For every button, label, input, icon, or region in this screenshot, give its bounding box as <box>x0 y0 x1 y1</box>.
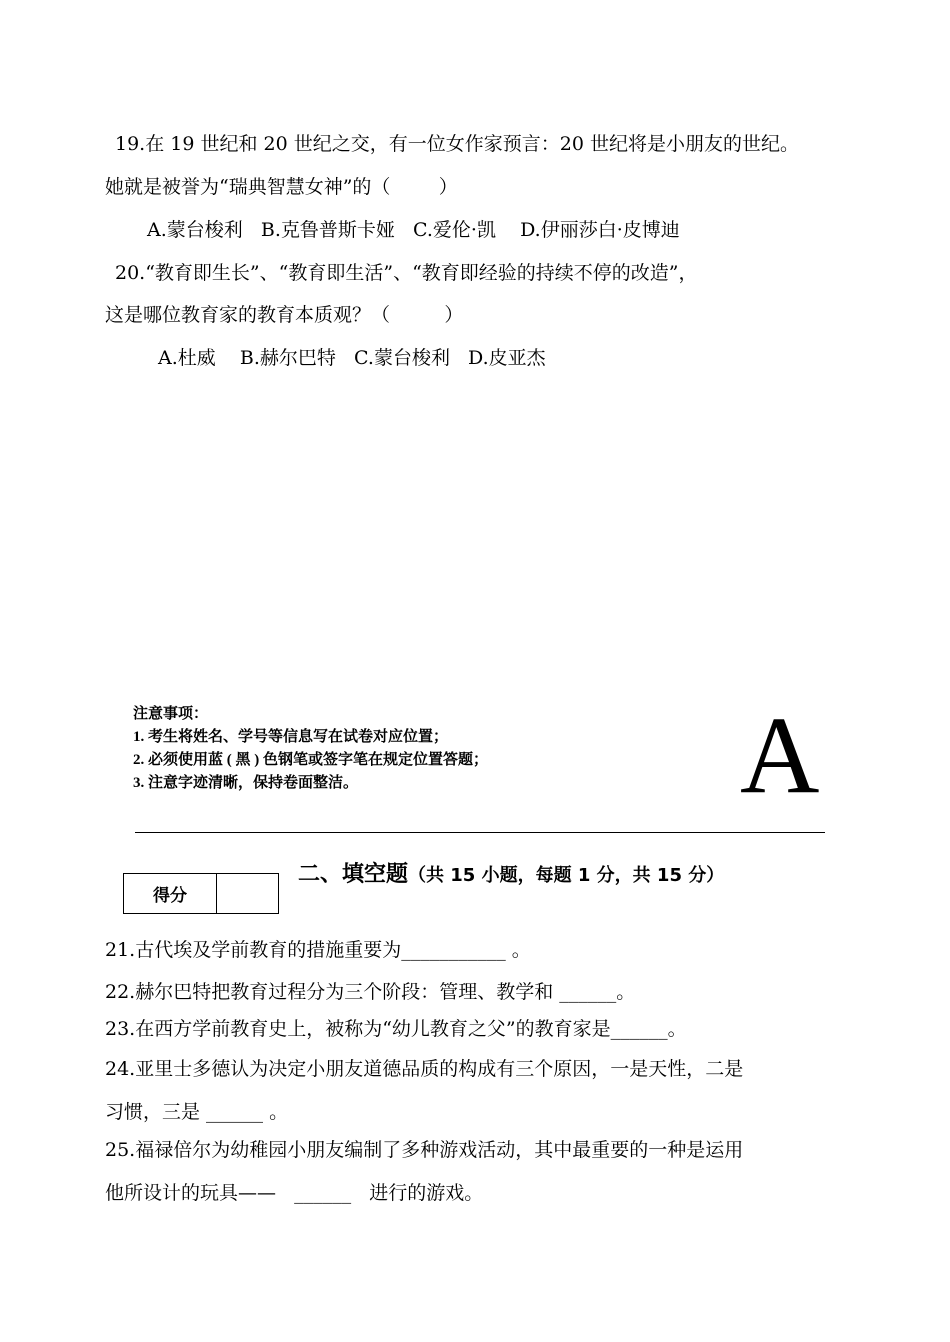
notice-item-2: 2. 必须使用蓝 ( 黑 ) 色钢笔或签字笔在规定位置答题； <box>133 752 488 768</box>
section-title: 二、填空题 <box>298 862 409 887</box>
divider-line <box>135 832 825 833</box>
notice-title: 注意事项： <box>133 706 209 722</box>
question-19-options: A.蒙台梭利 B.克鲁普斯卡娅 C.爱伦·凯 D.伊丽莎白·皮博迪 <box>147 219 680 241</box>
question-21: 21.古代埃及学前教育的措施重要为___________ 。 <box>105 939 531 961</box>
question-20-line-2: 这是哪位教育家的教育本质观？（ ） <box>105 304 464 326</box>
question-24-line-1: 24.亚里士多德认为决定小朋友道德品质的构成有三个原因，一是天性，二是 <box>105 1058 744 1080</box>
exam-notice <box>133 703 488 795</box>
question-20-line-1: 20.“教育即生长”、“教育即生活”、“教育即经验的持续不停的改造”， <box>115 262 698 284</box>
question-20-options: A.杜威 B.赫尔巴特 C.蒙台梭利 D.皮亚杰 <box>158 347 546 369</box>
question-19-line-2: 她就是被誉为“瑞典智慧女神”的（ ） <box>105 176 458 198</box>
question-22: 22.赫尔巴特把教育过程分为三个阶段：管理、教学和 ______。 <box>105 981 636 1003</box>
section-heading <box>298 857 724 888</box>
notice-item-3: 3. 注意字迹清晰，保持卷面整洁。 <box>133 775 359 791</box>
question-25-line-2: 他所设计的玩具—— ______ 进行的游戏。 <box>105 1182 484 1204</box>
score-entry-cell <box>217 874 278 913</box>
paper-version-letter: A <box>740 694 820 816</box>
notice-item-1: 1. 考生将姓名、学号等信息写在试卷对应位置； <box>133 729 449 745</box>
section-subtitle: （共 15 小题，每题 1 分，共 15 分） <box>408 865 725 886</box>
score-box <box>123 873 279 914</box>
question-24-line-2: 习惯，三是 ______ 。 <box>105 1101 289 1123</box>
question-19-line-1: 19.在 19 世纪和 20 世纪之交，有一位女作家预言：20 世纪将是小朋友的世纪。 <box>115 133 799 155</box>
question-25-line-1: 25.福禄倍尔为幼稚园小朋友编制了多种游戏活动，其中最重要的一种是运用 <box>105 1139 744 1161</box>
question-23: 23.在西方学前教育史上，被称为“幼儿教育之父”的教育家是______。 <box>105 1018 687 1040</box>
score-label: 得分 <box>124 874 217 913</box>
